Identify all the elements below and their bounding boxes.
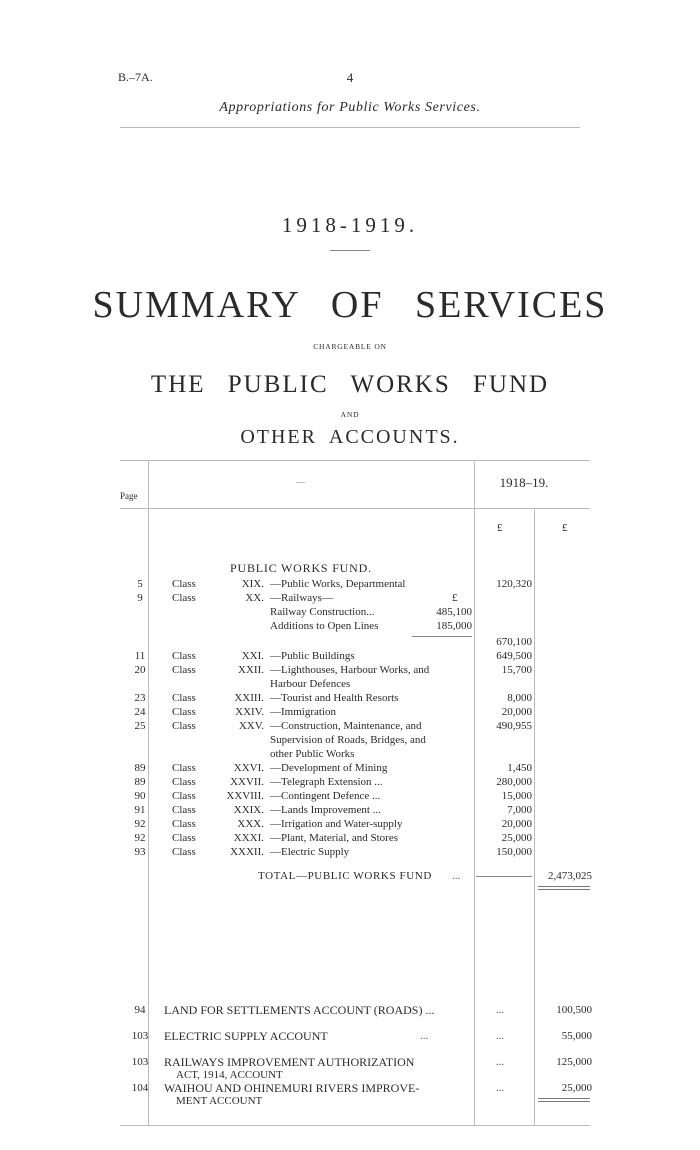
account-name: RAILWAYS IMPROVEMENT AUTHORIZATION — [164, 1055, 415, 1069]
table-row — [0, 762, 700, 776]
row-class: Class — [172, 818, 196, 830]
row-page: 9 — [137, 592, 143, 604]
row-amount: 15,700 — [501, 664, 532, 676]
chargeable-label: CHARGEABLE ON — [313, 342, 387, 351]
row-amount: 649,500 — [496, 650, 532, 662]
row-class: Class — [172, 720, 196, 732]
row-class-number: XXIII. — [234, 692, 264, 704]
page-number: 4 — [346, 70, 354, 85]
row-class: Class — [172, 692, 196, 704]
row-class-number: XXXI. — [233, 832, 264, 844]
table-bottom-rule — [120, 1125, 590, 1126]
row-description: —Tourist and Health Resorts — [270, 692, 399, 704]
row-class-number: XXI. — [241, 650, 264, 662]
table-row — [0, 650, 700, 664]
railways-subtotal-rule — [412, 636, 472, 637]
table-row — [0, 592, 700, 606]
pound-sign-amount: £ — [497, 522, 503, 534]
account-name: ELECTRIC SUPPLY ACCOUNT — [164, 1029, 328, 1043]
additions-open-lines-label: Additions to Open Lines — [270, 620, 379, 632]
row-description: —Construction, Maintenance, and — [270, 720, 422, 732]
row-amount: 25,000 — [501, 832, 532, 844]
account-amount: 25,000 — [561, 1082, 592, 1094]
row-amount: 120,320 — [496, 578, 532, 590]
account-dots-inline: ... — [420, 1030, 429, 1042]
page-column-header: Page — [120, 491, 138, 501]
row-class: Class — [172, 846, 196, 858]
document-reference: B.–7A. — [118, 70, 153, 84]
other-accounts-title: OTHER ACCOUNTS. — [240, 426, 460, 448]
row-class: Class — [172, 592, 196, 604]
railway-construction-label: Railway Construction... — [270, 606, 375, 618]
row-page: 89 — [134, 776, 146, 788]
railways-subtotal: 670,100 — [496, 636, 532, 648]
account-page: 103 — [131, 1030, 149, 1042]
row-description: —Plant, Material, and Stores — [270, 832, 399, 844]
row-amount: 150,000 — [496, 846, 532, 858]
row-page: 5 — [137, 578, 143, 590]
total-amount: 2,473,025 — [548, 870, 592, 882]
year-title: 1918-1919. — [281, 213, 419, 237]
table-row — [0, 832, 700, 846]
account-amount: 125,000 — [556, 1056, 592, 1068]
row-amount: 1,450 — [507, 762, 532, 774]
row-class: Class — [172, 790, 196, 802]
row-amount: 20,000 — [501, 818, 532, 830]
header-rule — [120, 127, 580, 128]
row-page: 20 — [134, 664, 146, 676]
row-class-number: XXVII. — [230, 776, 264, 788]
row-page: 89 — [134, 762, 146, 774]
pound-sign-total: £ — [562, 522, 568, 534]
table-row — [0, 692, 700, 706]
account-amount: 55,000 — [561, 1030, 592, 1042]
row-description: —Lighthouses, Harbour Works, and — [270, 664, 430, 676]
account-amount: 100,500 — [556, 1004, 592, 1016]
page-subtitle: Appropriations for Public Works Services. — [219, 100, 481, 115]
account-dots: ... — [496, 1056, 505, 1068]
row-description: —Public Buildings — [270, 650, 355, 662]
total-double-rule-2 — [538, 889, 590, 890]
account-page: 103 — [131, 1056, 149, 1068]
row-class-number: XXX. — [237, 818, 264, 830]
row-description: —Public Works, Departmental — [270, 578, 406, 590]
row-page: 23 — [134, 692, 146, 704]
row-description: —Railways— — [270, 592, 333, 604]
and-label: AND — [340, 410, 360, 419]
row-description: —Contingent Defence ... — [270, 790, 381, 802]
row-class: Class — [172, 650, 196, 662]
section-heading: PUBLIC WORKS FUND. — [230, 561, 372, 575]
row-amount: 8,000 — [507, 692, 532, 704]
total-dots: ... — [452, 870, 461, 882]
accounts-double-rule-2 — [538, 1101, 590, 1102]
table-top-rule — [120, 460, 590, 461]
row-page: 92 — [134, 818, 146, 830]
row-class-number: XXXII. — [230, 846, 264, 858]
table-row — [0, 846, 700, 860]
table-row — [0, 578, 700, 592]
railway-construction-amount: 485,100 — [436, 606, 472, 618]
row-description: —Telegraph Extension ... — [270, 776, 383, 788]
account-dots: ... — [496, 1004, 505, 1016]
row-class: Class — [172, 776, 196, 788]
row-description: —Lands Improvement ... — [270, 804, 381, 816]
year-underline — [330, 250, 370, 251]
row-amount: 20,000 — [501, 706, 532, 718]
table-row — [0, 664, 700, 678]
row-page: 25 — [134, 720, 146, 732]
row-class: Class — [172, 832, 196, 844]
row-class: Class — [172, 664, 196, 676]
table-row — [0, 706, 700, 720]
row-page: 11 — [134, 650, 146, 662]
row-class-number: XXIV. — [235, 706, 264, 718]
row-page: 90 — [134, 790, 146, 802]
row-description: —Development of Mining — [270, 762, 388, 774]
row-class: Class — [172, 762, 196, 774]
additions-open-lines-amount: 185,000 — [436, 620, 472, 632]
row-class-number: XIX. — [241, 578, 264, 590]
table-row — [0, 776, 700, 790]
account-dots: ... — [496, 1082, 505, 1094]
row-class-number: XXVI. — [233, 762, 264, 774]
railways-pound-sign: £ — [452, 592, 458, 604]
row-class-number: XXIX. — [233, 804, 264, 816]
year-column-header: 1918–19. — [499, 475, 549, 490]
total-double-rule-1 — [538, 886, 590, 887]
row-description: —Electric Supply — [270, 846, 350, 858]
fund-title: THE PUBLIC WORKS FUND — [150, 371, 550, 398]
description-column-header: — — [296, 477, 305, 487]
row-page: 24 — [134, 706, 146, 718]
table-row — [0, 720, 700, 734]
account-page: 104 — [131, 1082, 149, 1094]
row-description: —Immigration — [270, 706, 336, 718]
row-class: Class — [172, 578, 196, 590]
total-label: TOTAL—PUBLIC WORKS FUND — [258, 870, 432, 882]
row-amount: 7,000 — [507, 804, 532, 816]
row-page: 91 — [134, 804, 146, 816]
row-class-number: XXV. — [238, 720, 264, 732]
account-page: 94 — [134, 1004, 146, 1016]
row-class-number: XX. — [245, 592, 264, 604]
row-amount: 280,000 — [496, 776, 532, 788]
account-name: WAIHOU AND OHINEMURI RIVERS IMPROVE- — [164, 1081, 420, 1095]
account-name: LAND FOR SETTLEMENTS ACCOUNT (ROADS) ... — [164, 1003, 435, 1017]
row-amount: 490,955 — [496, 720, 532, 732]
row-class: Class — [172, 804, 196, 816]
row-description: —Irrigation and Water-supply — [270, 818, 403, 830]
row-page: 92 — [134, 832, 146, 844]
account-dots: ... — [496, 1030, 505, 1042]
construction-continuation-1: Supervision of Roads, Bridges, and — [270, 734, 426, 746]
table-row — [0, 804, 700, 818]
account-name-continued: MENT ACCOUNT — [176, 1095, 263, 1107]
table-row — [0, 818, 700, 832]
row-amount: 15,000 — [501, 790, 532, 802]
total-lead-rule — [476, 876, 532, 877]
row-class-number: XXII. — [238, 664, 264, 676]
table-row — [0, 790, 700, 804]
summary-title: SUMMARY OF SERVICES — [92, 284, 608, 326]
row-class-number: XXVIII. — [226, 790, 264, 802]
table-header-rule — [120, 508, 590, 509]
row-class: Class — [172, 706, 196, 718]
account-name-continued: ACT, 1914, ACCOUNT — [176, 1069, 283, 1081]
accounts-double-rule-1 — [538, 1098, 590, 1099]
harbour-continuation: Harbour Defences — [270, 678, 351, 690]
construction-continuation-2: other Public Works — [270, 748, 355, 760]
row-page: 93 — [134, 846, 146, 858]
